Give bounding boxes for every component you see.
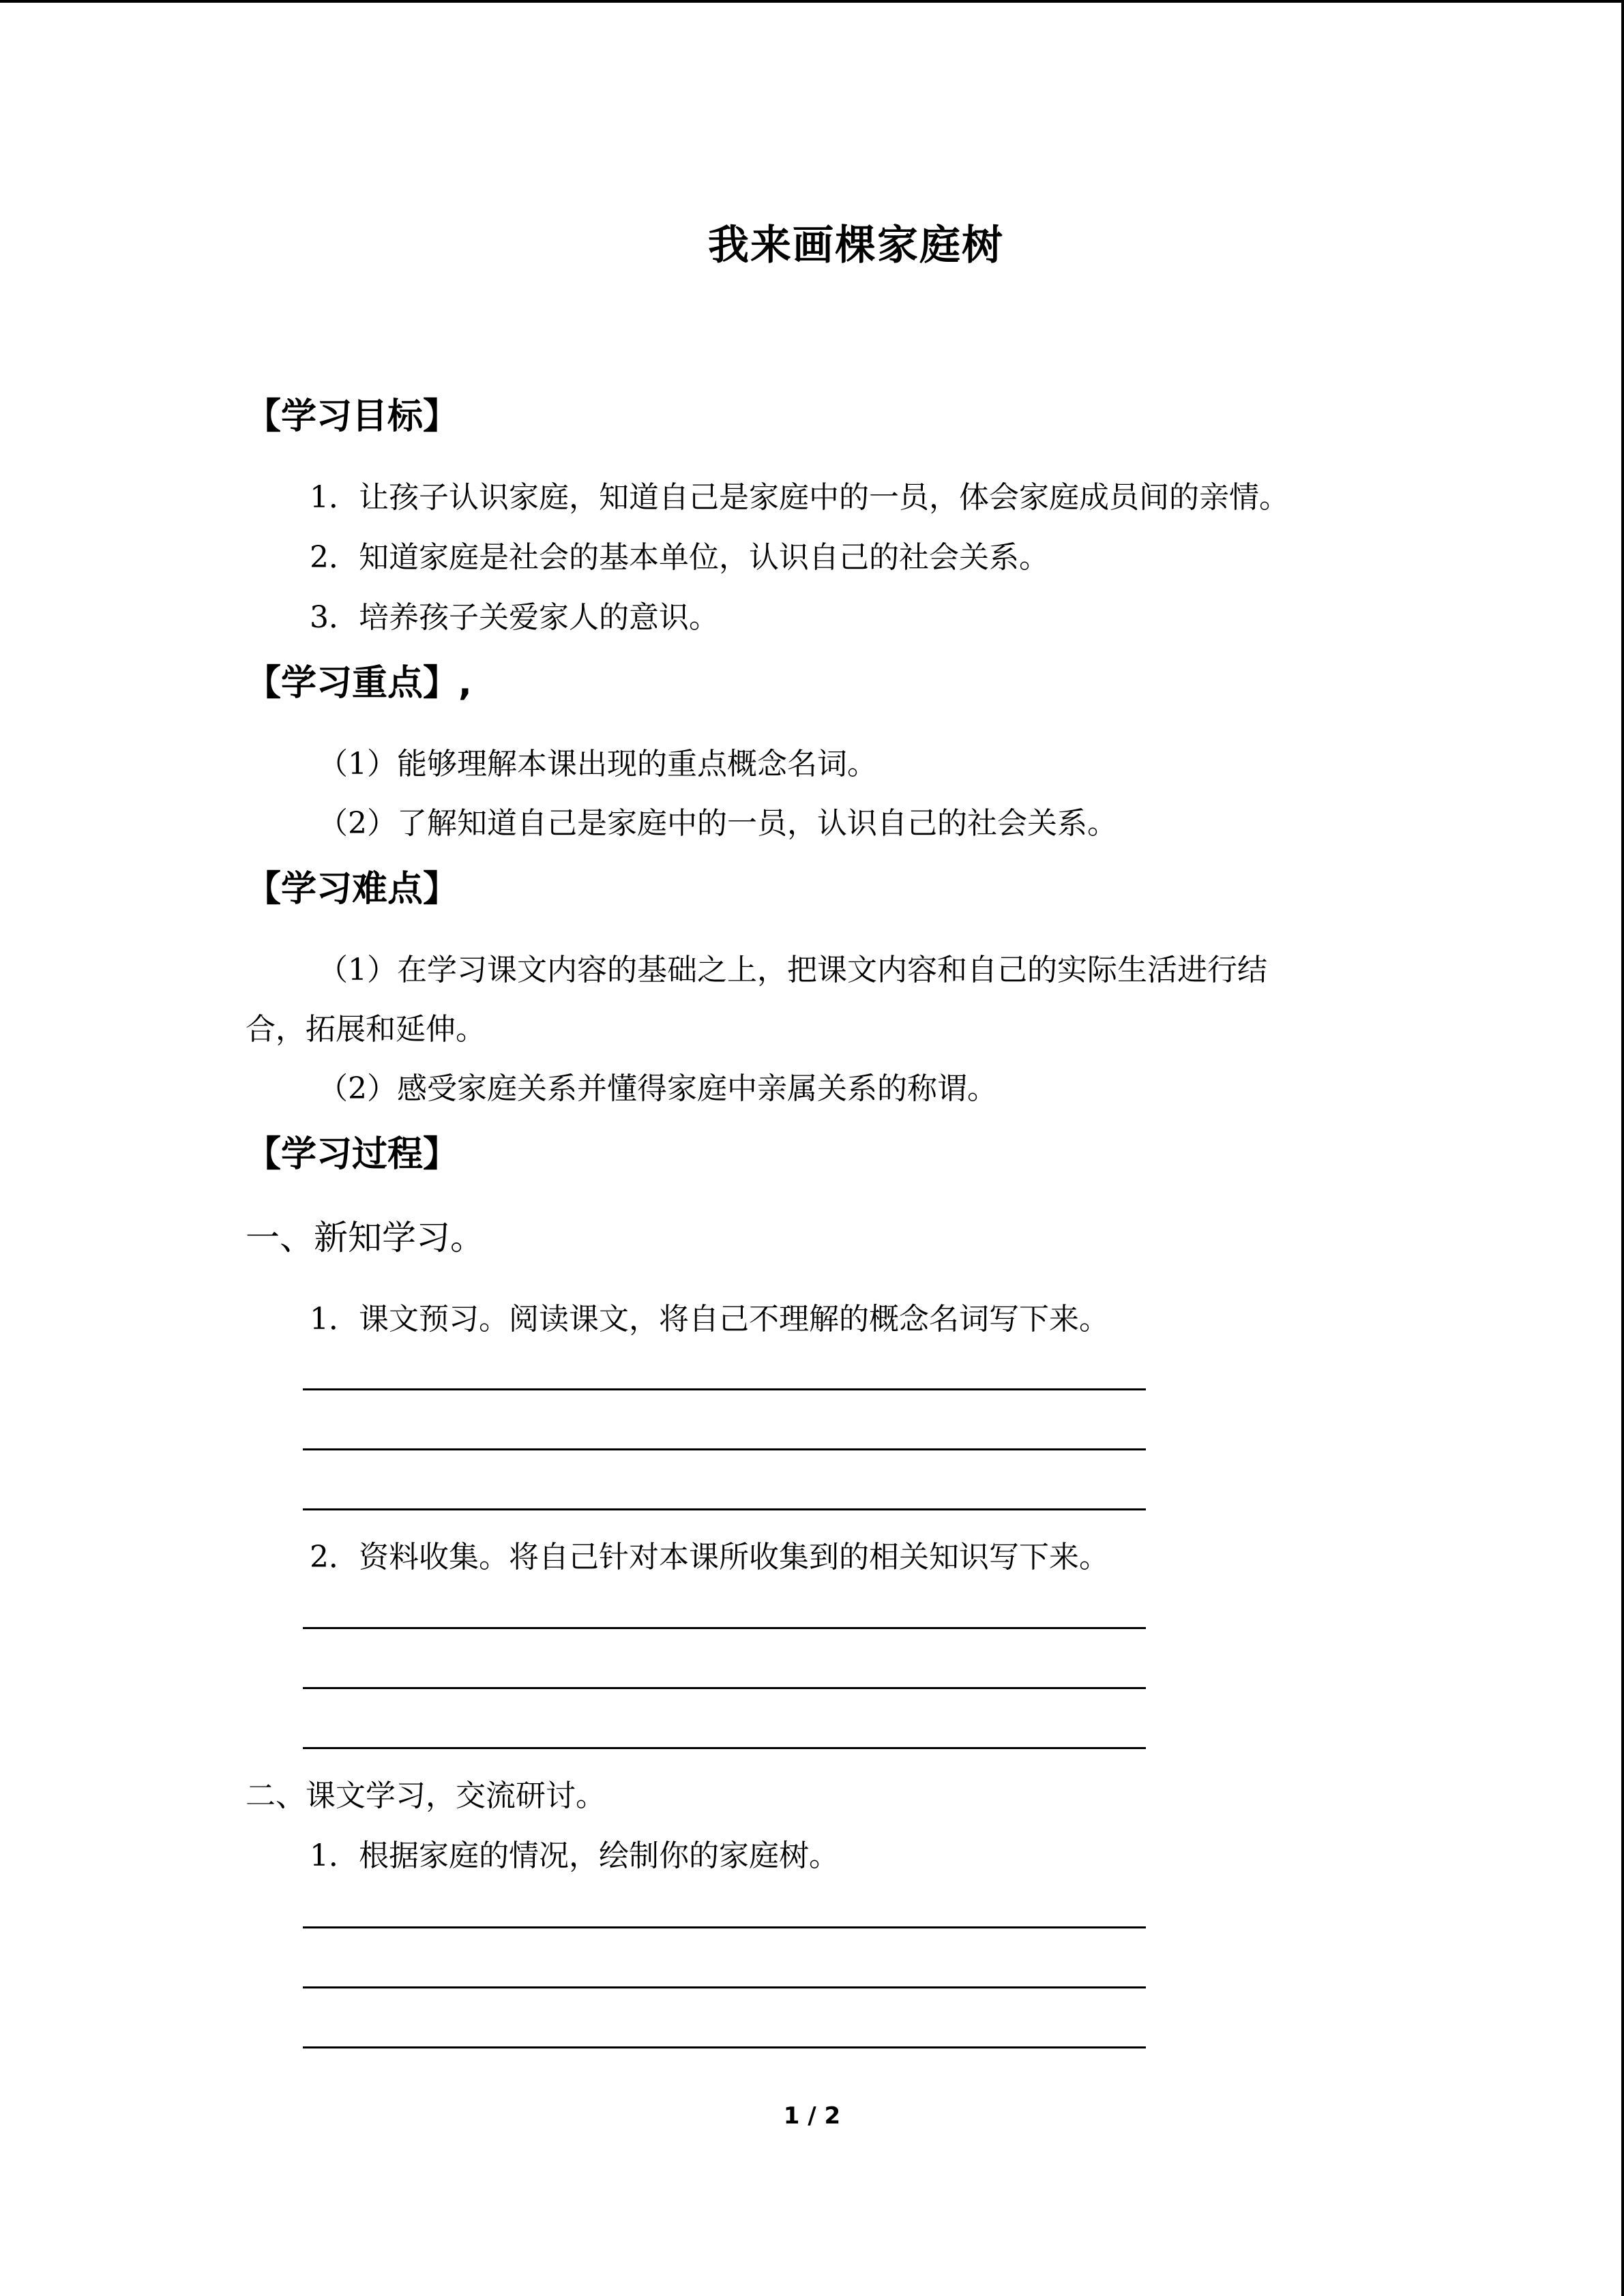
part2-title: 二、课文学习，交流研讨。	[246, 1778, 606, 1813]
key-points-heading: 【学习重点】,	[246, 663, 472, 704]
page-number: 1 / 2	[783, 2102, 841, 2130]
difficulty-item-2: （2）感受家庭关系并懂得家庭中亲属关系的称谓。	[318, 1071, 997, 1106]
difficulty-item-1-line-1: （1）在学习课文内容的基础之上，把课文内容和自己的实际生活进行结	[318, 953, 1267, 987]
answer-line[interactable]	[303, 1926, 1146, 1928]
part1-title: 一、新知学习。	[246, 1218, 484, 1257]
page-title: 我来画棵家庭树	[708, 222, 1004, 269]
page-border-top	[0, 0, 1624, 3]
part1-task-2: 2．资料收集。将自己针对本课所收集到的相关知识写下来。	[310, 1540, 1109, 1575]
difficulty-item-1-line-2: 合，拓展和延伸。	[246, 1012, 486, 1047]
objectives-heading: 【学习目标】	[246, 396, 459, 437]
objective-item-2: 2．知道家庭是社会的基本单位，认识自己的社会关系。	[310, 540, 1049, 575]
answer-line[interactable]	[303, 1508, 1146, 1510]
objective-item-3: 3．培养孩子关爱家人的意识。	[310, 600, 719, 635]
part1-task-1: 1．课文预习。阅读课文，将自己不理解的概念名词写下来。	[310, 1302, 1109, 1337]
difficulties-heading: 【学习难点】	[246, 869, 459, 910]
process-heading: 【学习过程】	[246, 1134, 459, 1175]
answer-line[interactable]	[303, 1747, 1146, 1749]
answer-line[interactable]	[303, 1627, 1146, 1629]
objective-item-1: 1．让孩子认识家庭，知道自己是家庭中的一员，体会家庭成员间的亲情。	[310, 480, 1289, 515]
page-border-right	[1621, 0, 1624, 2296]
part2-task-1: 1．根据家庭的情况，绘制你的家庭树。	[310, 1838, 839, 1873]
answer-line[interactable]	[303, 1448, 1146, 1450]
key-point-item-1: （1）能够理解本课出现的重点概念名词。	[318, 747, 877, 781]
answer-line[interactable]	[303, 1388, 1146, 1390]
key-point-item-2: （2）了解知道自己是家庭中的一员，认识自己的社会关系。	[318, 806, 1117, 841]
answer-line[interactable]	[303, 1687, 1146, 1689]
answer-line[interactable]	[303, 2046, 1146, 2048]
answer-line[interactable]	[303, 1986, 1146, 1988]
